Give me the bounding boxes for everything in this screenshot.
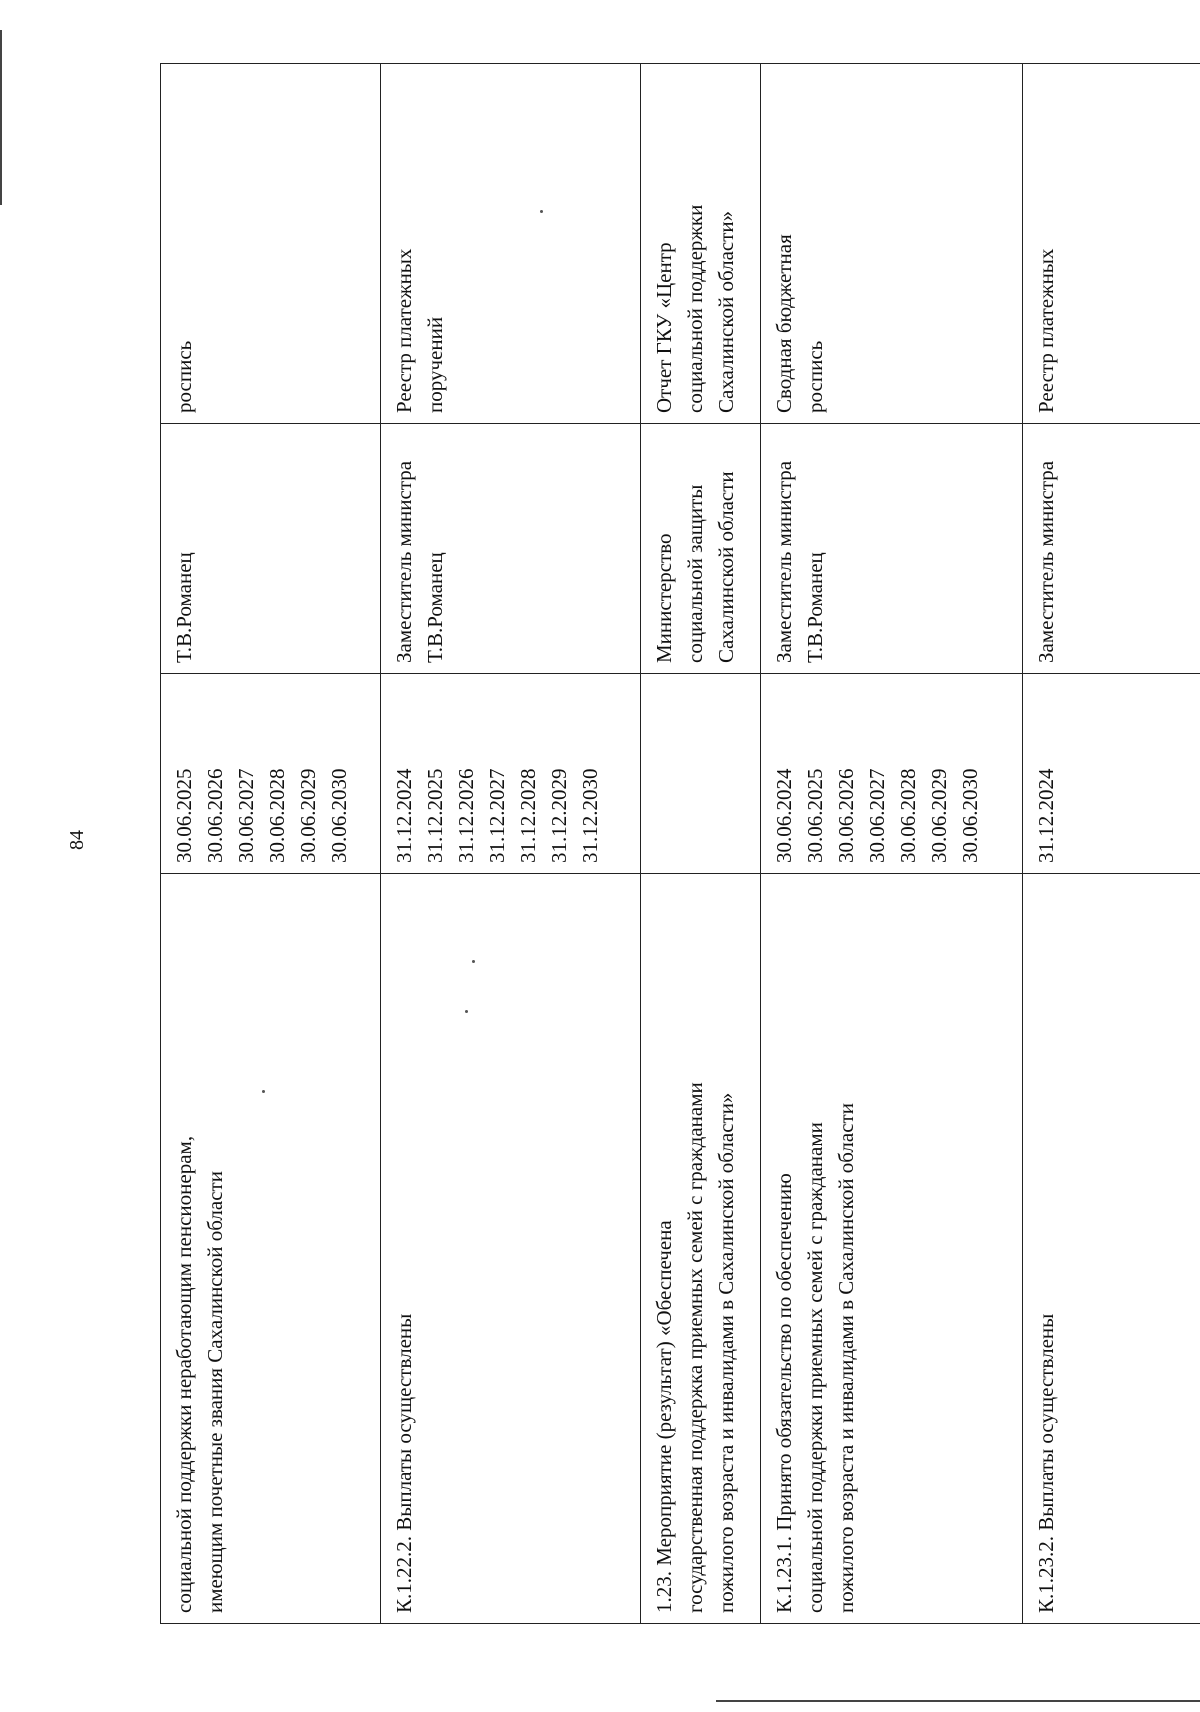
table-row [381, 64, 641, 1624]
control-points-table [160, 63, 1200, 1624]
cell-responsible: Министерство социальной защиты Сахалинской области [641, 424, 761, 674]
cell-name: К.1.23.2. Выплаты осуществлены [1023, 874, 1200, 1624]
cell-name: К.1.22.2. Выплаты осуществлены [381, 874, 641, 1624]
scan-edge-bottom [716, 1700, 1200, 1702]
cell-document: Реестр платежных [1023, 64, 1200, 424]
scan-speck [472, 960, 475, 963]
cell-name: 1.23. Мероприятие (результат) «Обеспечена государственная поддержка приемных семей с гражданами пожилого возраста и инвалидами в Сахалинской области» [641, 874, 761, 1624]
cell-name: социальной поддержки неработающим пенсионерам, имеющим почетные звания Сахалинской области [161, 874, 381, 1624]
scan-speck [465, 1010, 468, 1013]
scan-edge-left [0, 30, 2, 205]
cell-dates: 31.12.2024 [1023, 674, 1200, 874]
table-row [161, 64, 381, 1624]
cell-document: Сводная бюджетная роспись [761, 64, 1023, 424]
cell-document: Отчет ГКУ «Центр социальной поддержки Сахалинской области» [641, 64, 761, 424]
cell-responsible: Заместитель министра Т.В.Романец [761, 424, 1023, 674]
scan-speck [540, 210, 543, 213]
table-row [761, 64, 1023, 1624]
cell-dates: 31.12.2024 31.12.2025 31.12.2026 31.12.2027 31.12.2028 31.12.2029 31.12.2030 [381, 674, 641, 874]
cell-document: роспись [161, 64, 381, 424]
cell-dates: 30.06.2024 30.06.2025 30.06.2026 30.06.2027 30.06.2028 30.06.2029 30.06.2030 [761, 674, 1023, 874]
page-number: 84 [66, 830, 88, 850]
table-row [1023, 64, 1200, 1624]
cell-name: К.1.23.1. Принято обязательство по обеспечению социальной поддержки приемных семей с гражданами пожилого возраста и инвалидами в Сахалинской области [761, 874, 1023, 1624]
table-row [641, 64, 761, 1624]
cell-document: Реестр платежных поручений [381, 64, 641, 424]
scan-speck [262, 1090, 265, 1093]
cell-responsible: Т.В.Романец [161, 424, 381, 674]
cell-responsible: Заместитель министра [1023, 424, 1200, 674]
cell-dates: 30.06.2025 30.06.2026 30.06.2027 30.06.2028 30.06.2029 30.06.2030 [161, 674, 381, 874]
cell-dates [641, 674, 761, 874]
rotated-page-content [160, 64, 1200, 1624]
cell-responsible: Заместитель министра Т.В.Романец [381, 424, 641, 674]
